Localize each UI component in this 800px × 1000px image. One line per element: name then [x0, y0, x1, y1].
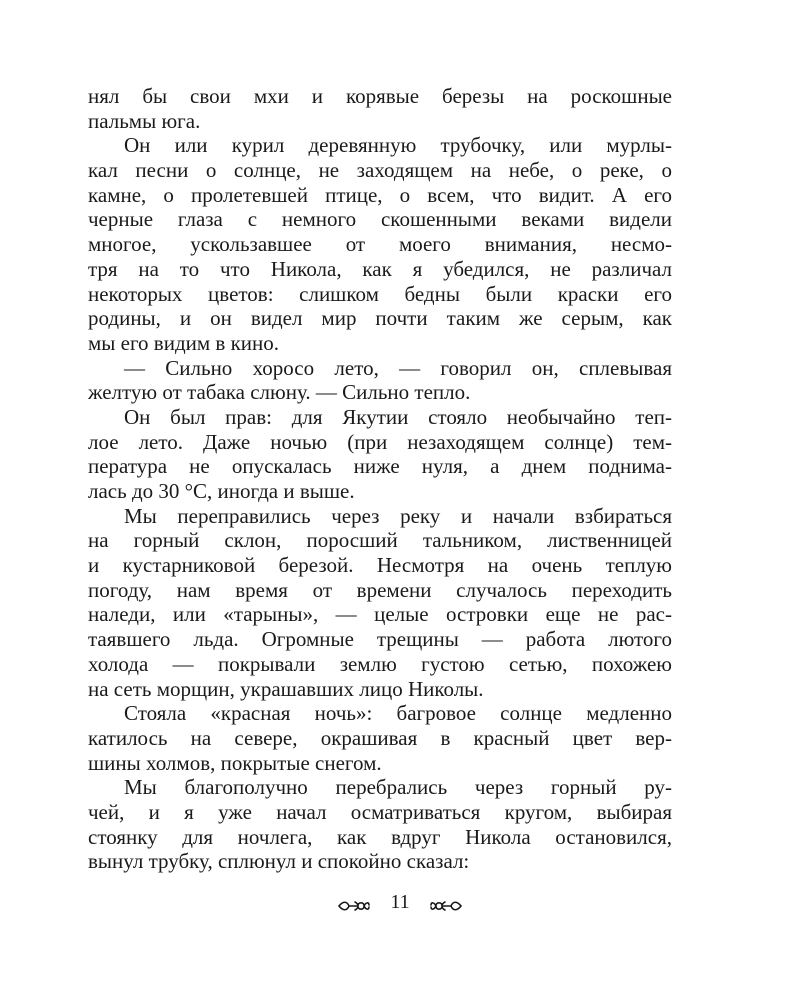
text-line: таявшего льда. Огромные трещины — работа лютого	[88, 627, 672, 652]
text-line: лась до 30 °С, иногда и выше.	[88, 479, 355, 503]
text-line: вынул трубку, сплюнул и спокойно сказал:	[88, 849, 470, 874]
text-line: кал песни о солнце, не заходящем на небе, о реке, о	[88, 158, 672, 183]
text-line: пература не опускалась ниже нуля, а днем поднима-	[88, 454, 672, 479]
paragraph	[88, 84, 672, 133]
text-line: камне, о пролетевшей птице, о всем, что видит. А его	[88, 182, 672, 207]
page-body	[88, 84, 672, 874]
text-line: черные глаза с немного скошенными веками видели	[88, 207, 672, 232]
paragraph	[88, 133, 672, 355]
ornament-icon	[337, 897, 371, 913]
paragraph	[88, 405, 672, 504]
text-line: на горный склон, поросший тальником, лиственницей	[88, 528, 672, 553]
ornament-icon	[429, 897, 463, 913]
paragraph	[88, 504, 672, 702]
text-line: некоторых цветов: слишком бедны были краски его	[88, 281, 672, 306]
text-line: мы его видим в кино.	[88, 330, 280, 355]
paragraph	[88, 775, 672, 874]
text-line: пальмы юга.	[88, 108, 201, 133]
text-line: Мы благополучно перебрались через горный ру-	[124, 775, 672, 800]
text-line: многое, ускользавшее от моего внимания, несмо-	[88, 232, 672, 257]
text-line: лое лето. Даже ночью (при незаходящем солнце) тем-	[88, 429, 672, 454]
text-line: и кустарниковой березой. Несмотря на очень теплую	[88, 553, 672, 578]
text-line: Мы переправились через реку и начали взбираться	[124, 503, 672, 528]
text-line: — Сильно хоросо лето, — говорил он, сплевывая	[124, 355, 672, 380]
text-line: нял бы свои мхи и корявые березы на роскошные	[88, 84, 672, 108]
text-line: родины, и он видел мир почти таким же серым, как	[88, 306, 672, 331]
text-line: погоду, нам время от времени случалось переходить	[88, 577, 672, 602]
text-line: на сеть морщин, украшавших лицо Николы.	[88, 676, 484, 701]
text-line: Он был прав: для Якутии стояло необычайно теп-	[124, 404, 672, 429]
text-line: желтую от табака слюну. — Сильно тепло.	[88, 380, 471, 405]
text-line: наледи, или «тарыны», — целые островки еще не рас-	[88, 602, 672, 627]
text-line: чей, и я уже начал осматриваться кругом, выбирая	[88, 799, 672, 824]
paragraph	[88, 701, 672, 775]
page-number: 11	[390, 890, 410, 913]
text-line: Он или курил деревянную трубочку, или мурлы-	[124, 133, 672, 158]
text-line: катилось на севере, окрашивая в красный цвет вер-	[88, 725, 672, 750]
text-line: стоянку для ночлега, как вдруг Никола остановился,	[88, 824, 672, 849]
text-line: холода — покрывали землю густою сетью, похожею	[88, 651, 672, 676]
page-footer	[0, 890, 800, 921]
text-line: Стояла «красная ночь»: багровое солнце медленно	[124, 701, 672, 726]
text-line: шины холмов, покрытые снегом.	[88, 750, 382, 775]
text-line: тря на то что Никола, как я убедился, не различал	[88, 256, 672, 281]
paragraph	[88, 356, 672, 405]
